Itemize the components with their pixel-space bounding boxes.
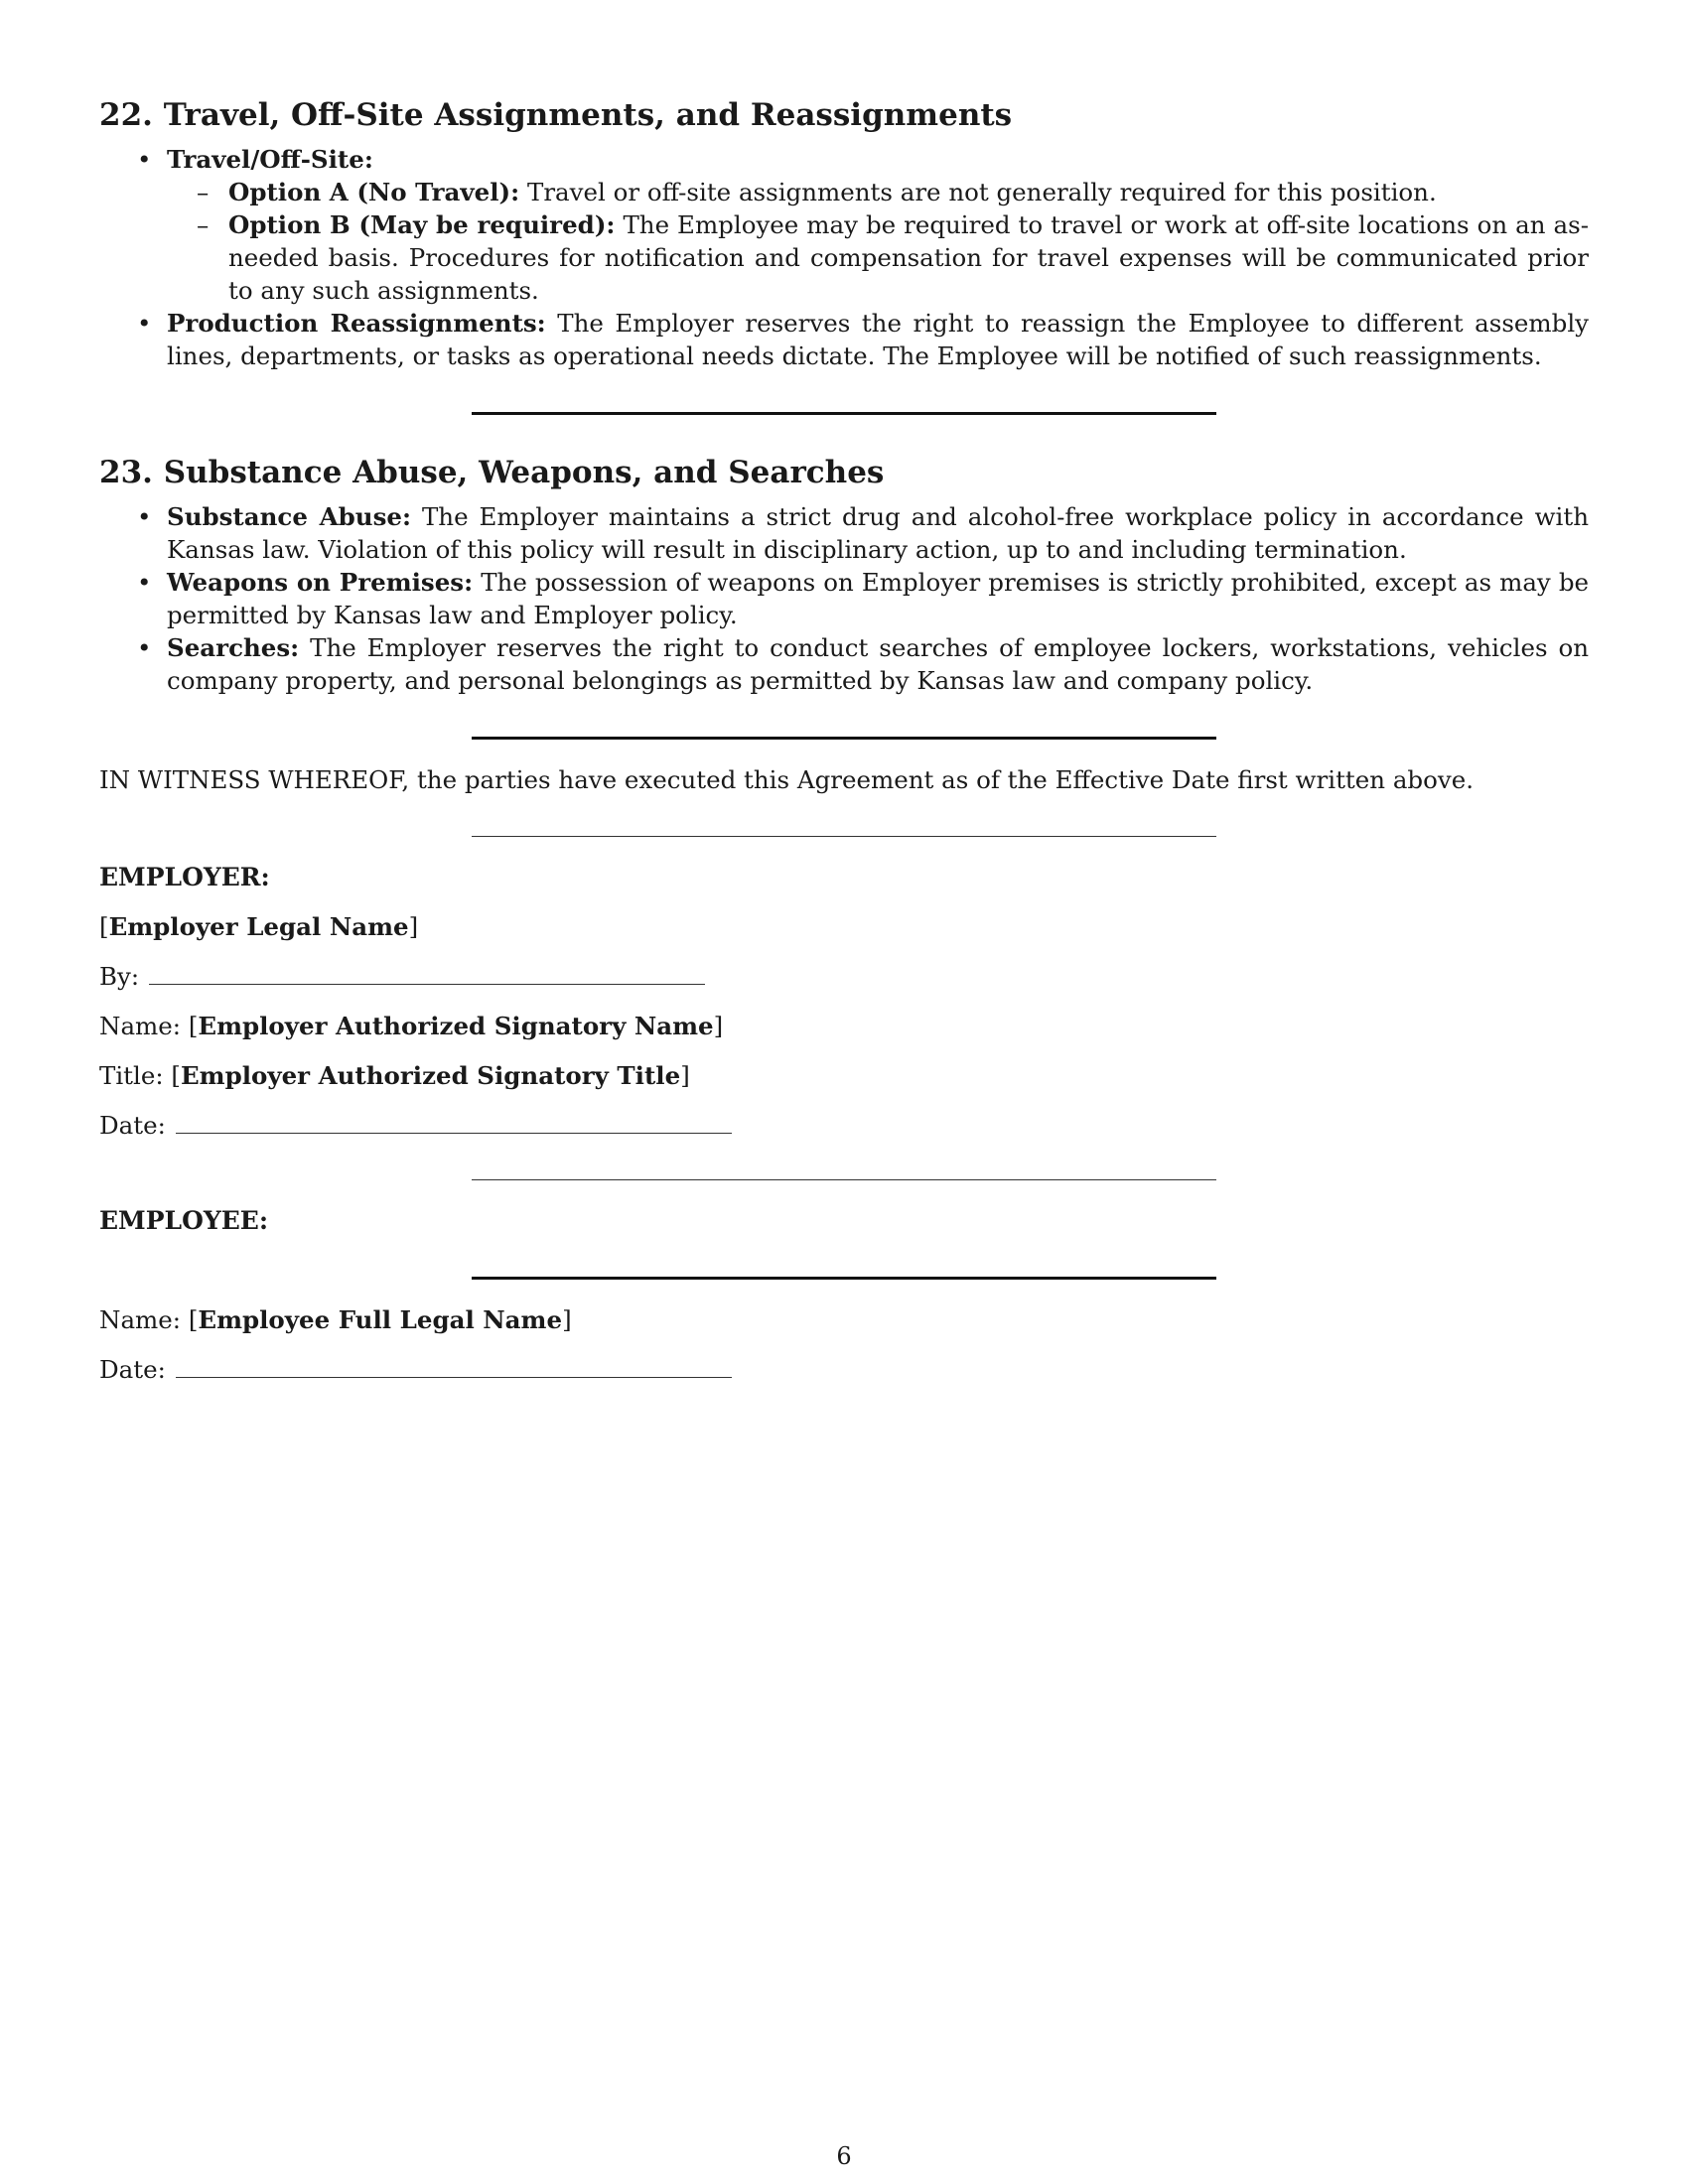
signature-divider	[472, 1277, 1216, 1280]
travel-offsite-label: Travel/Off-Site:	[167, 145, 373, 174]
employer-date-line	[99, 1109, 1589, 1142]
page-number: 6	[836, 2142, 852, 2170]
employer-date-blank[interactable]	[176, 1113, 732, 1134]
employee-date-label: Date:	[99, 1355, 166, 1384]
production-reassignments-text: The Employer reserves the right to reassign the Employee to different assembly lines, departments, or tasks as operational needs dictate. The Employee will be notified of such reassignments.	[167, 309, 1589, 370]
production-reassignments-label: Production Reassignments:	[167, 309, 546, 338]
weapons-text: The possession of weapons on Employer premises is strictly prohibited, except as may be permitted by Kansas law and Employer policy.	[167, 568, 1589, 629]
section-23-heading: 23. Substance Abuse, Weapons, and Searches	[99, 455, 885, 490]
option-b-text: The Employee may be required to travel or work at off-site locations on an as-needed basis. Procedures for notification and compensation for travel expenses will be communicated prior to any such assignments.	[228, 210, 1589, 305]
searches-text: The Employer reserves the right to conduct searches of employee lockers, workstations, vehicles on company property, and personal belongings as permitted by Kansas law and company policy.	[167, 633, 1589, 695]
section-divider	[472, 412, 1216, 415]
option-a-label: Option A (No Travel):	[228, 178, 520, 206]
employer-title-close: ]	[680, 1061, 690, 1090]
employer-by-label: By:	[99, 962, 140, 991]
signature-divider	[472, 836, 1216, 837]
signature-divider	[472, 1179, 1216, 1180]
option-b-item	[167, 208, 1589, 307]
employer-legal-name-open: [	[99, 912, 109, 941]
option-b-label: Option B (May be required):	[228, 210, 616, 239]
production-reassignments-item	[99, 307, 1589, 372]
employer-legal-name	[99, 910, 1589, 943]
section-23-list	[99, 500, 1589, 697]
employer-name-value: Employer Authorized Signatory Name	[198, 1012, 714, 1040]
employee-date-line	[99, 1353, 1589, 1386]
employer-name-open: [	[188, 1012, 199, 1040]
option-a-item	[167, 176, 1589, 208]
employee-name-value: Employee Full Legal Name	[198, 1305, 563, 1334]
witness-clause: IN WITNESS WHEREOF, the parties have executed this Agreement as of the Effective Date first written above.	[99, 765, 1474, 794]
section-22-heading: 22. Travel, Off-Site Assignments, and Reassignments	[99, 97, 1013, 133]
substance-abuse-label: Substance Abuse:	[167, 502, 412, 531]
employee-name-label: Name:	[99, 1305, 189, 1334]
document-page	[99, 89, 1589, 1386]
searches-label: Searches:	[167, 633, 300, 662]
employee-name-close: ]	[562, 1305, 572, 1334]
section-22-list	[99, 143, 1589, 372]
section-divider	[472, 737, 1216, 740]
employee-heading: EMPLOYEE:	[99, 1206, 269, 1235]
employer-name-line	[99, 1010, 1589, 1042]
substance-abuse-text: The Employer maintains a strict drug and alcohol-free workplace policy in accordance with Kansas law. Violation of this policy will result in disciplinary action, up to and including termination.	[167, 502, 1589, 564]
option-a-text: Travel or off-site assignments are not generally required for this position.	[519, 178, 1437, 206]
travel-offsite-item	[99, 143, 1589, 307]
substance-abuse-item	[99, 500, 1589, 566]
weapons-item	[99, 566, 1589, 631]
employer-signature-blank[interactable]	[149, 964, 705, 985]
employer-date-label: Date:	[99, 1111, 166, 1140]
searches-item	[99, 631, 1589, 697]
employer-name-close: ]	[713, 1012, 724, 1040]
employer-title-label: Title:	[99, 1061, 172, 1090]
employer-legal-name-close: ]	[408, 912, 419, 941]
employee-name-open: [	[188, 1305, 199, 1334]
employer-heading: EMPLOYER:	[99, 863, 270, 891]
travel-options-list	[167, 176, 1589, 307]
employer-by-line	[99, 960, 1589, 993]
employer-legal-name-value: Employer Legal Name	[108, 912, 409, 941]
employer-name-label: Name:	[99, 1012, 189, 1040]
employer-title-open: [	[171, 1061, 181, 1090]
employee-name-line	[99, 1303, 1589, 1336]
employer-title-value: Employer Authorized Signatory Title	[180, 1061, 681, 1090]
employer-title-line	[99, 1059, 1589, 1092]
weapons-label: Weapons on Premises:	[167, 568, 474, 597]
employee-date-blank[interactable]	[176, 1357, 732, 1378]
